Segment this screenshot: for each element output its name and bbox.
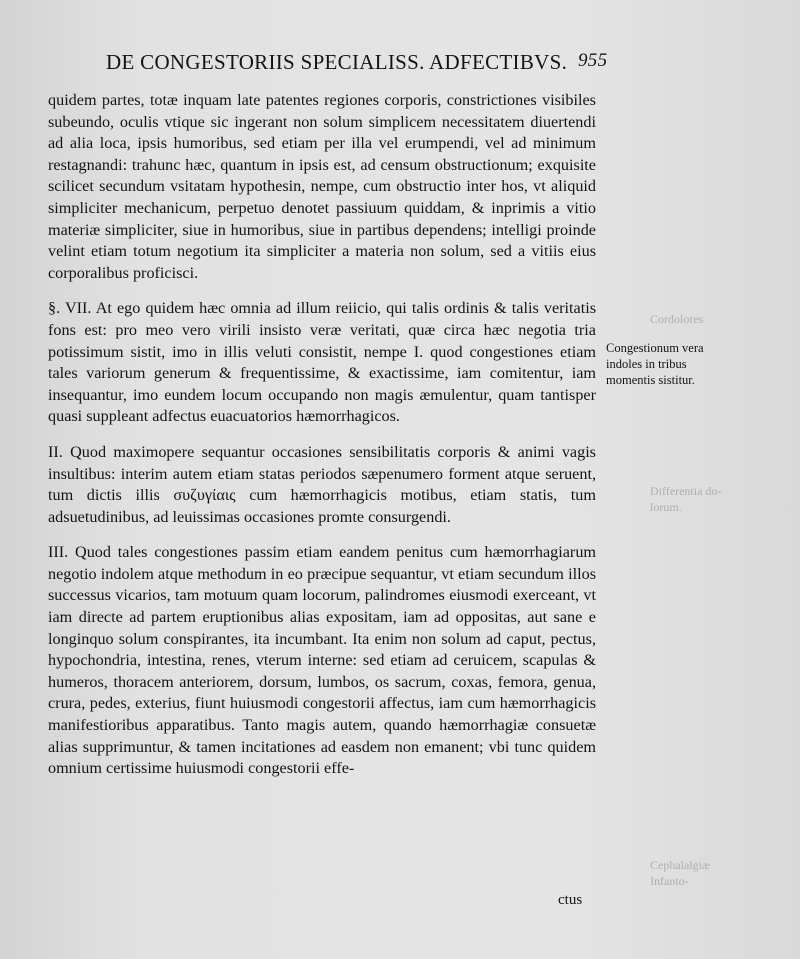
running-title: DE CONGESTORIIS SPECIALISS. ADFECTIBVS. (106, 50, 568, 74)
bleed-through-text: Cordolores (650, 312, 704, 326)
main-text (48, 90, 596, 788)
paragraph: III. Quod tales congestiones passim etiam eandem penitus cum hæmorrhagiarum negotio indolem atque methodum in eo præcipue sequantur, vt etiam secundum illos successus vicarios, tam motuum quam locorum, palindromes eiusmodi exerceant, vt iam directe ad partem eruptionibus alias expositam, iam ad oppositas, aut sane e longinquo solum conspirantes, ita incumbant. Ita enim non solum ad caput, pectus, hypochondria, intestina, renes, vterum interne: sed etiam ad ceruicem, scapulas & humeros, thoracem anteriorem, dorsum, lumbos, os sacrum, coxas, femora, genua, crura, pedes, exterius, fiunt huiusmodi congestorii affectus, iam cum hæmorrhagicis manifestioribus apparatibus. Tanto magis autem, quando hæmorrhagiæ consuetæ alias supprimuntur, & tamen incitationes ad easdem non emanent; vbi tunc quidem omnium certissime huiusmodi congestorii effe- (48, 543, 596, 778)
page-number: 955 (578, 50, 608, 71)
paragraph: II. Quod maximopere sequantur occasiones sensibilitatis corporis & animi vagis insultibus: interim autem etiam statas periodos sæpenumero forment atque seruent, tum dictis illis συζυγίαις cum hæmorrhagicis motibus, etiam statis, tum adsuetudinibus, ad leuissimas occasiones promte consurgendi. (48, 442, 596, 526)
bleed-through-text: Infanto- (650, 874, 689, 888)
paragraph: §. VII. At ego quidem hæc omnia ad illum reiicio, qui talis ordinis & talis veritatis fons est: pro meo vero virili insisto veræ veritati, quæ circa hæc negotia tria potissimum sistit, imo in illis veluti consistit, nempe I. quod congestiones etiam tales variorum generum & frequentissime, & exactissime, iam comitentur, iam insequantur, imo eundem locum occupando non magis æmulentur, quam tantisper quasi suppleant adfectus euacuatorios hæmorrhagicos. (48, 299, 596, 426)
bleed-through-text: lorum. (650, 500, 682, 514)
paragraph: quidem partes, totæ inquam late patentes regiones corporis, constrictiones visibiles subeundo, oculis vtique sic ingerant non solum simplicem necessitatem diuertendi ad alia loca, ipsis humoribus, sed etiam per illa vel erumpendi, vel ad minimum restagnandi: trahunc hæc, quantum in ipsis est, ad censum obstructionum; exquisite scilicet secundum vsitatam hypothesin, nempe, cum obstructio inter hos, vt aliquid simpliciter mechanicum, perpetuo denotet passiuum quiddam, & inprimis a vitio materiæ simpliciter, siue in humoribus, siue in partibus dependens; intelligi proinde velint etiam totum negotium ita simpliciter a materia non solum, sed a vitiis eius corporalibus proficisci. (48, 91, 596, 282)
catchword: ctus (558, 892, 583, 908)
bleed-through-text: Differentia do- (650, 484, 722, 498)
marginal-note: Congestionum vera indoles in tribus momentis sistitur. (606, 341, 704, 387)
bleed-through-text: Cephalalgiæ (650, 858, 710, 872)
running-header (106, 50, 626, 75)
